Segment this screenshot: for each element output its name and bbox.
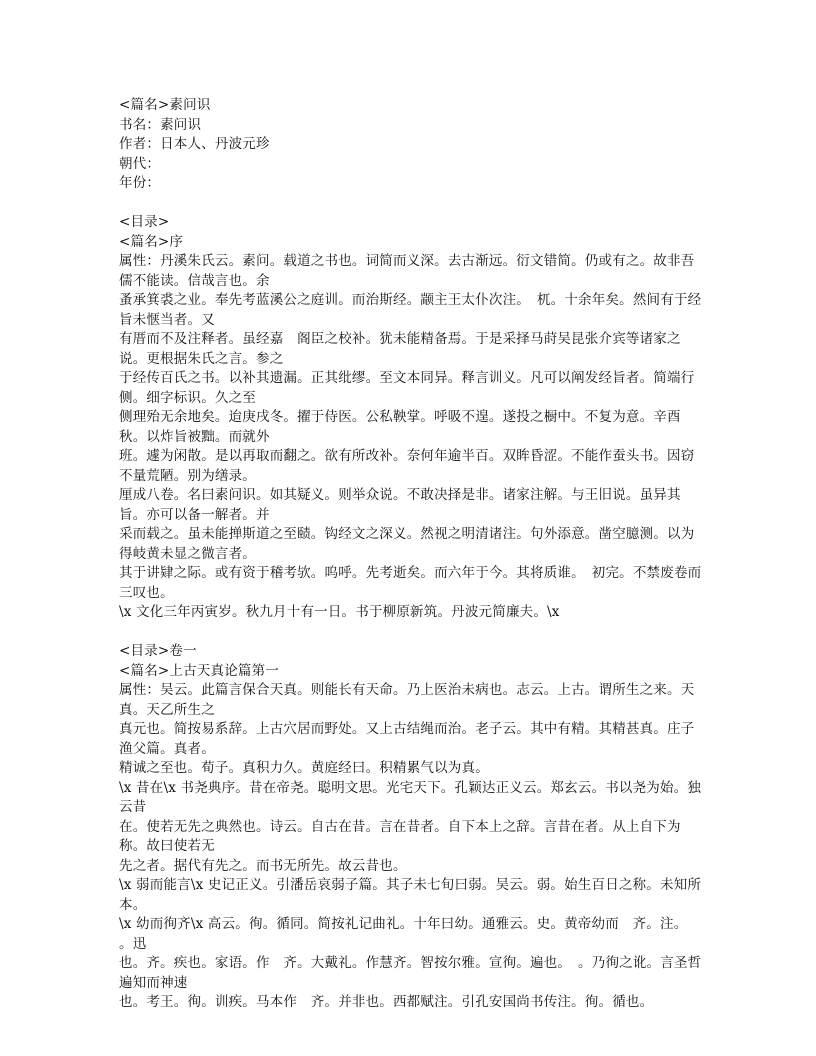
chapter-block xyxy=(119,642,703,1013)
paragraph-line: \x 弱而能言\x 史记正义。引潘岳哀弱子篇。其子未七旬曰弱。吴云。弱。始生百日之称。未知所本。 xyxy=(119,877,702,913)
paragraph-line: 班。遽为闲散。是以再取而翻之。欲有所改补。奈何年逾半百。双眸昏涩。不能作蚕头书。因窃不量荒陋。别为缮录。 xyxy=(119,448,695,484)
paragraph-line: 于经传百氏之书。以补其遗漏。正其纰缪。至文本同异。释言训义。凡可以阐发经旨者。简端行侧。细字标识。久之至 xyxy=(119,370,695,406)
title-line: <篇名>素问识 xyxy=(119,97,211,113)
paragraph-line: 蚤承箕裘之业。奉先考蓝溪公之庭训。而治斯经。颛主王太仆次注。 杌。十余年矣。然间有于经旨未惬当者。又 xyxy=(119,292,702,328)
preface-block xyxy=(119,213,703,623)
paragraph-line: 有厝而不及注释者。虽经嘉 阁臣之校补。犹未能精备焉。于是采择马莳吴昆张介宾等诸家之说。更根据朱氏之言。参之 xyxy=(119,331,681,367)
toc-marker: <目录> xyxy=(119,214,170,230)
paragraph-line: \x 幼而徇齐\x 高云。徇。循同。简按礼记曲礼。十年曰幼。通雅云。史。黄帝幼而 齐。注。 。迅 xyxy=(119,916,695,952)
book-name-line: 书名：素问识 xyxy=(119,116,202,133)
blank-line xyxy=(119,623,703,643)
header-block xyxy=(119,96,703,194)
paragraph-line: 先之者。据代有先之。而书无所先。故云昔也。 xyxy=(119,857,407,874)
paragraph-line: 也。考王。徇。训疾。马本作 齐。并非也。西都赋注。引孔安国尚书传注。徇。循也。 xyxy=(119,994,654,1010)
paragraph-line: 真元也。简按易系辞。上古穴居而野处。又上古结绳而治。老子云。其中有精。其精甚真。庄子渔父篇。真者。 xyxy=(119,721,695,757)
author-line: 作者：日本人、丹波元珍 xyxy=(119,136,270,152)
dynasty-line: 朝代： xyxy=(119,155,161,172)
paragraph-line: 其于讲肄之际。或有资于稽考欤。呜呼。先考逝矣。而六年于今。其将质谁。 初完。不禁废卷而三叹也。 xyxy=(119,565,702,601)
paragraph-line: 精诚之至也。荀子。真积力久。黄庭经曰。积精累气以为真。 xyxy=(119,760,489,776)
paragraph-line: 在。使若无先之典然也。诗云。自古在昔。言在昔者。自下本上之辞。言昔在者。从上自下为称。故曰使若无 xyxy=(119,818,681,854)
blank-line xyxy=(119,194,703,214)
paragraph-line: \x 昔在\x 书尧典序。昔在帝尧。聪明文思。光宅天下。孔颖达正义云。郑玄云。书以尧为始。独云昔 xyxy=(119,779,702,815)
paragraph-line: 侧理殆无余地矣。迨庚戌冬。擢于侍医。公私鞅掌。呼吸不遑。遂投之橱中。不复为意。辛酉秋。以炸旨被黜。而就外 xyxy=(119,409,681,445)
document-page xyxy=(119,96,703,1013)
paragraph-line: 也。齐。疾也。家语。作 齐。大戴礼。作慧齐。智按尔雅。宣徇。遍也。 。乃徇之讹。言圣哲遍知而神速 xyxy=(119,955,702,991)
paragraph-line: 属性：丹溪朱氏云。素问。载道之书也。词简而义深。去古渐远。衍文错简。仍或有之。故非吾儒不能读。信哉言也。余 xyxy=(119,253,695,289)
signature-line: \x 文化三年丙寅岁。秋九月十有一日。书于柳原新筑。丹波元简廉夫。\x xyxy=(119,604,560,620)
section-title: <篇名>上古天真论篇第一 xyxy=(119,662,280,679)
paragraph-line: 属性：吴云。此篇言保合天真。则能长有天命。乃上医治未病也。志云。上古。谓所生之来。天真。天乙所生之 xyxy=(119,682,695,718)
paragraph-line: 厘成八卷。名曰素问识。如其疑义。则举众说。不敢决择是非。诸家注解。与王旧说。虽异其旨。亦可以备一解者。并 xyxy=(119,487,681,523)
paragraph-line: 采而载之。虽未能掸斯道之至赜。钩经文之深义。然视之明清诸注。句外添意。凿空臆测。以为得岐黄未显之微言者。 xyxy=(119,526,695,562)
year-line: 年份： xyxy=(119,175,161,191)
section-title: <篇名>序 xyxy=(119,233,184,250)
toc-marker: <目录>卷一 xyxy=(119,643,197,659)
